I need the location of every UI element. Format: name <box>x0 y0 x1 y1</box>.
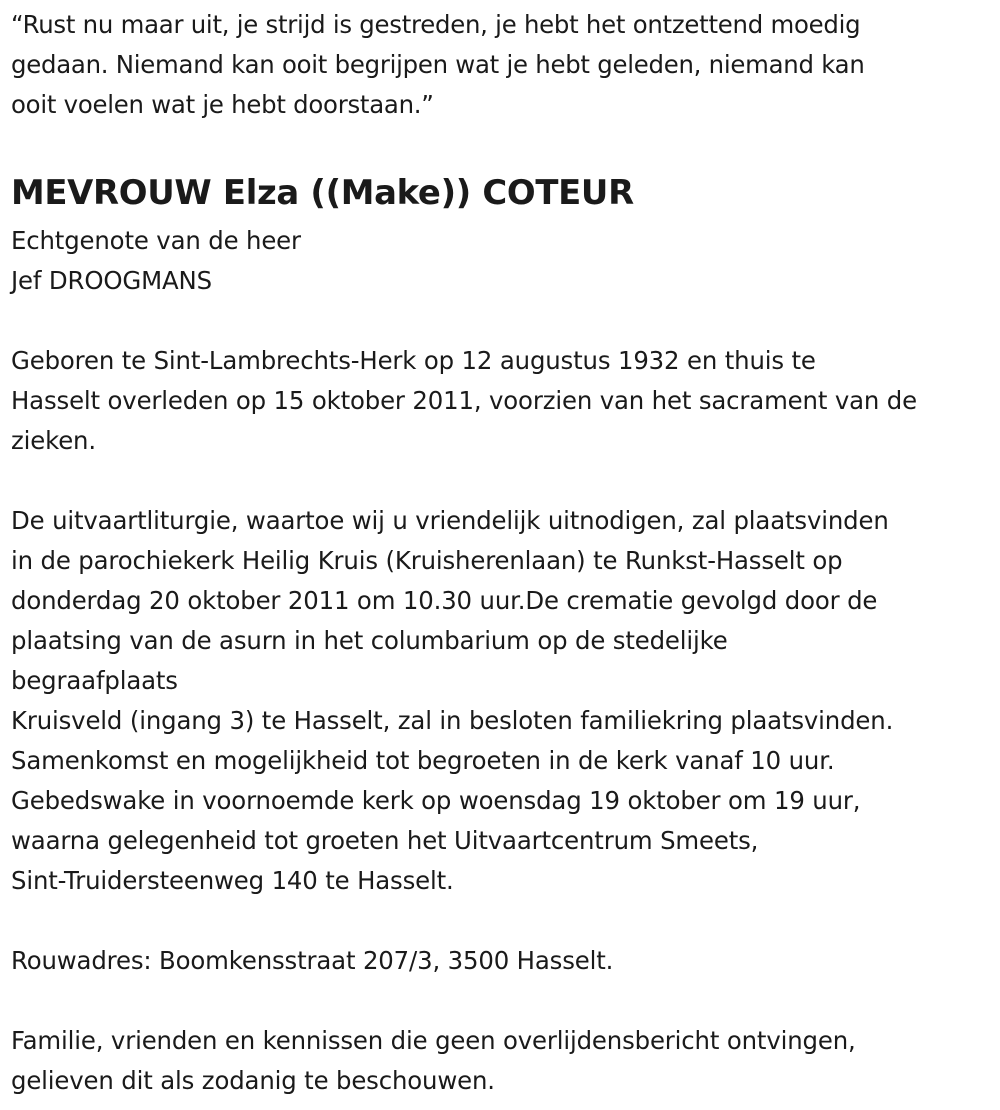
quote-line: “Rust nu maar uit, je strijd is gestreden, je hebt het ontzettend moedig <box>11 10 861 39</box>
funeral-line: De uitvaartliturgie, waartoe wij u vriendelijk uitnodigen, zal plaatsvinden <box>11 506 889 535</box>
spouse-line: Echtgenote van de heer <box>11 226 301 255</box>
quote-line: gedaan. Niemand kan ooit begrijpen wat je hebt geleden, niemand kan <box>11 50 865 79</box>
funeral-line: plaatsing van de asurn in het columbarium op de stedelijke <box>11 626 728 655</box>
address-line: Rouwadres: Boomkensstraat 207/3, 3500 Hasselt. <box>11 946 614 975</box>
closing-line: gelieven dit als zodanig te beschouwen. <box>11 1066 495 1095</box>
birth-death-line: zieken. <box>11 426 96 455</box>
spouse-line: Jef DROOGMANS <box>11 266 212 295</box>
closing-line: Familie, vrienden en kennissen die geen overlijdensbericht ontvingen, <box>11 1026 856 1055</box>
funeral-line: waarna gelegenheid tot groeten het Uitvaartcentrum Smeets, <box>11 826 759 855</box>
birth-death-line: Geboren te Sint-Lambrechts-Herk op 12 augustus 1932 en thuis te <box>11 346 816 375</box>
deceased-name: MEVROUW Elza ((Make)) COTEUR <box>11 173 634 213</box>
spouse-info <box>11 221 996 301</box>
funeral-line: begraafplaats <box>11 666 178 695</box>
obituary-notice <box>11 5 996 1101</box>
funeral-line: Gebedswake in voornoemde kerk op woensdag 19 oktober om 19 uur, <box>11 786 861 815</box>
paragraph-spacer <box>11 301 996 341</box>
mourning-address <box>11 941 996 981</box>
closing-paragraph <box>11 1021 996 1101</box>
funeral-line: donderdag 20 oktober 2011 om 10.30 uur.De crematie gevolgd door de <box>11 586 878 615</box>
funeral-line: Kruisveld (ingang 3) te Hasselt, zal in besloten familiekring plaatsvinden. <box>11 706 894 735</box>
funeral-line: in de parochiekerk Heilig Kruis (Kruisherenlaan) te Runkst-Hasselt op <box>11 546 843 575</box>
quote-line: ooit voelen wat je hebt doorstaan.” <box>11 90 434 119</box>
funeral-line: Sint-Truidersteenweg 140 te Hasselt. <box>11 866 454 895</box>
paragraph-spacer <box>11 981 996 1021</box>
funeral-line: Samenkomst en mogelijkheid tot begroeten in de kerk vanaf 10 uur. <box>11 746 835 775</box>
paragraph-spacer <box>11 461 996 501</box>
birth-death-paragraph <box>11 341 996 461</box>
funeral-paragraph <box>11 501 996 901</box>
memorial-quote <box>11 5 996 125</box>
birth-death-line: Hasselt overleden op 15 oktober 2011, voorzien van het sacrament van de <box>11 386 917 415</box>
paragraph-spacer <box>11 901 996 941</box>
